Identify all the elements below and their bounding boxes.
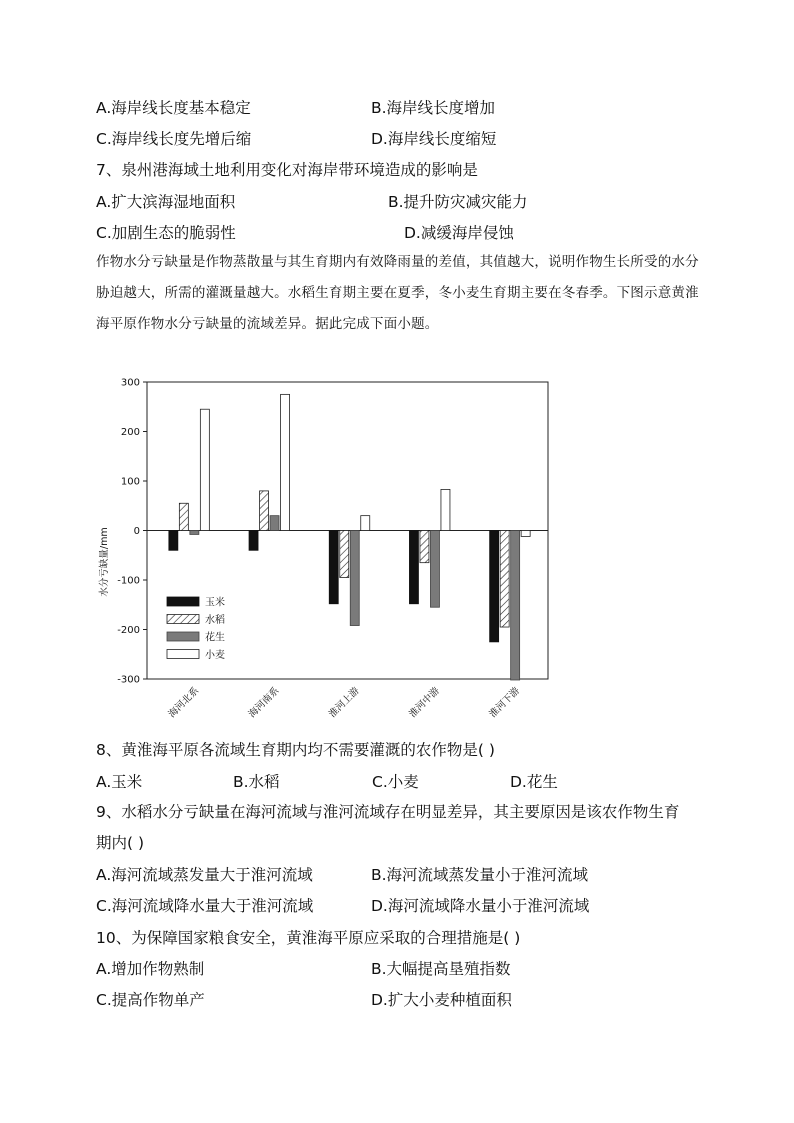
bar-花生-淮河下游 [511,531,520,680]
q9-stem-line2: 期内( ) [96,834,145,852]
q10-option-a[interactable]: A.增加作物熟制 [96,960,205,978]
q7-option-d[interactable]: D.减缓海岸侵蚀 [404,224,514,242]
category-label: 淮河上游 [326,685,362,721]
bar-小麦-淮河下游 [521,531,530,537]
bar-小麦-海河北系 [200,409,209,530]
q9-option-a[interactable]: A.海河流域蒸发量大于淮河流域 [96,866,313,884]
q9-option-c[interactable]: C.海河流域降水量大于淮河流域 [96,897,314,915]
bar-花生-海河北系 [190,531,199,535]
reading-passage: 作物水分亏缺量是作物蒸散量与其生育期内有效降雨量的差值，其值越大，说明作物生长所受的水分胁迫越大，所需的灌溉量越大。水稻生育期主要在夏季，冬小麦生育期主要在冬春季。下图示意黄淮海平原作物水分亏缺量的流域差异。据此完成下面小题。 [96,254,699,332]
bar-玉米-海河南系 [249,531,258,551]
bar-水稻-淮河下游 [500,531,509,628]
q7-option-a[interactable]: A.扩大滨海湿地面积 [96,193,236,211]
bar-花生-淮河上游 [350,531,359,626]
q10-option-d[interactable]: D.扩大小麦种植面积 [371,991,512,1009]
q8-stem: 8、黄淮海平原各流域生育期内均不需要灌溉的农作物是( ) [96,741,495,759]
legend-label-小麦: 小麦 [205,650,225,661]
q7-option-b[interactable]: B.提升防灾减灾能力 [388,193,528,211]
category-label: 海河南系 [246,685,282,721]
category-label: 淮河中游 [407,685,442,721]
legend-label-玉米: 玉米 [205,597,225,609]
q8-option-d[interactable]: D.花生 [510,773,558,791]
y-tick-label: 100 [120,476,140,488]
legend-swatch-小麦 [167,650,199,659]
q7-option-c[interactable]: C.加剧生态的脆弱性 [96,224,236,242]
bar-小麦-淮河中游 [441,489,450,530]
q9-stem-line1: 9、水稻水分亏缺量在海河流域与淮河流域存在明显差异，其主要原因是该农作物生育 [96,803,680,821]
bar-玉米-淮河上游 [329,531,338,604]
bar-水稻-海河北系 [179,503,188,530]
bar-花生-淮河中游 [430,531,439,608]
q8-option-b[interactable]: B.水稻 [233,773,280,791]
legend-swatch-花生 [167,632,199,641]
y-tick-label: 0 [133,526,140,537]
y-tick-label: -300 [117,674,140,686]
bar-水稻-淮河上游 [340,531,349,578]
category-label: 淮河下游 [487,685,523,721]
bar-玉米-淮河中游 [409,531,418,604]
y-axis-label: 水分亏缺量/mm [99,527,110,597]
y-axis-label-group [98,527,110,596]
bar-玉米-淮河下游 [490,531,499,642]
legend-swatch-玉米 [167,597,199,606]
q9-option-b[interactable]: B.海河流域蒸发量小于淮河流域 [371,866,589,884]
q10-stem: 10、为保障国家粮食安全，黄淮海平原应采取的合理措施是( ) [96,929,521,947]
q10-option-c[interactable]: C.提高作物单产 [96,991,205,1009]
legend-swatch-水稻 [167,615,199,624]
category-label: 海河北系 [166,685,202,721]
y-tick-label: 300 [120,377,140,389]
q7-stem: 7、泉州港海域土地利用变化对海岸带环境造成的影响是 [96,161,478,179]
bar-水稻-海河南系 [260,491,269,531]
q6-option-c[interactable]: C.海岸线长度先增后缩 [96,130,252,148]
q6-option-d[interactable]: D.海岸线长度缩短 [371,130,497,148]
y-tick-label: 200 [120,427,140,438]
y-tick-label: -100 [117,575,140,587]
legend-label-水稻: 水稻 [205,615,225,626]
q6-option-b[interactable]: B.海岸线长度增加 [371,99,496,117]
bar-花生-海河南系 [270,516,279,531]
bar-水稻-淮河中游 [420,531,429,563]
q9-option-d[interactable]: D.海河流域降水量小于淮河流域 [371,897,590,915]
q8-option-a[interactable]: A.玉米 [96,773,143,791]
water-deficit-bar-chart [92,372,562,732]
bar-玉米-海河北系 [169,531,178,551]
bar-小麦-海河南系 [281,394,290,530]
bar-小麦-淮河上游 [361,516,370,531]
y-tick-label: -200 [117,625,140,636]
q8-option-c[interactable]: C.小麦 [372,773,419,791]
q10-option-b[interactable]: B.大幅提高垦殖指数 [371,960,511,978]
q6-option-a[interactable]: A.海岸线长度基本稳定 [96,99,251,117]
legend-label-花生: 花生 [205,632,225,644]
